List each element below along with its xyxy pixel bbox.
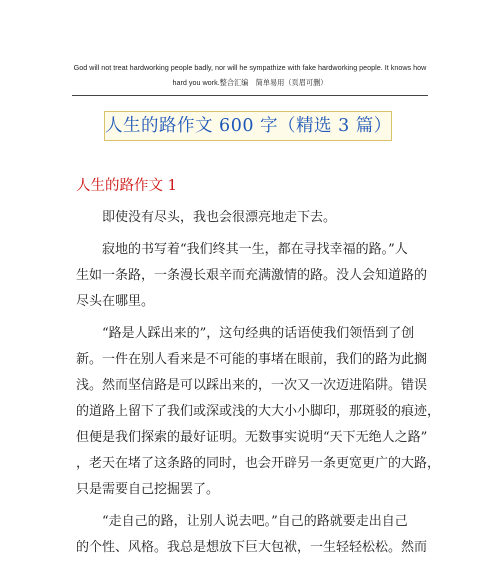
paragraph-line: ，老天在堵了这条路的同时，也会开辟另一条更宽更广的大路，: [76, 456, 441, 471]
paragraph-line: 的个性、风格。我总是想放下巨大包袱，一生轻轻松松。然而: [76, 540, 428, 555]
paragraph-line: 寂地的书写着“我们终其一生，都在寻找幸福的路。”人: [102, 242, 408, 257]
essay-body: [76, 205, 441, 566]
paragraph-line: 浅。然而坚信路是可以踩出来的，一次又一次迈进陷阱。错误: [76, 378, 428, 393]
paragraph: [76, 509, 428, 561]
paragraph-line: 只是需要自己挖掘罢了。: [76, 482, 220, 497]
paragraph-line: 尽头在哪里。: [76, 294, 155, 309]
paragraph: [76, 237, 428, 315]
paragraph: [76, 321, 441, 503]
document-title: 人生的路作文 600 字（精选 3 篇）: [104, 111, 392, 141]
paragraph-line: “路是人踩出来的”，这句经典的话语使我们领悟到了创: [102, 326, 415, 341]
paragraph-line: 但便是我们探索的最好证明。无数事实说明“天下无绝人之路”: [76, 430, 428, 445]
header-line-2: hard you work.整合汇编 简单易用（页眉可删）: [172, 78, 328, 87]
page-header: [70, 60, 430, 90]
paragraph-line: 生如一条路，一条漫长艰辛而充满激情的路。没人会知道路的: [76, 268, 428, 283]
paragraph-line: “走自己的路，让别人说去吧。”自己的路就要走出自己: [102, 514, 408, 529]
paragraph-line: 即使没有尽头，我也会很漂亮地走下去。: [102, 210, 337, 225]
paragraph: [76, 205, 428, 231]
header-divider: [72, 95, 428, 96]
section-heading: 人生的路作文 1: [76, 178, 177, 194]
paragraph-line: 的道路上留下了我们或深或浅的大大小小脚印，那斑驳的痕迹，: [76, 404, 441, 419]
header-line-1: God will not treat hardworking people badly, nor will he sympathize with fake hardworking people. It knows how: [73, 63, 427, 72]
paragraph-line: 新。一件在别人看来是不可能的事堵在眼前，我们的路为此搁: [76, 352, 428, 367]
